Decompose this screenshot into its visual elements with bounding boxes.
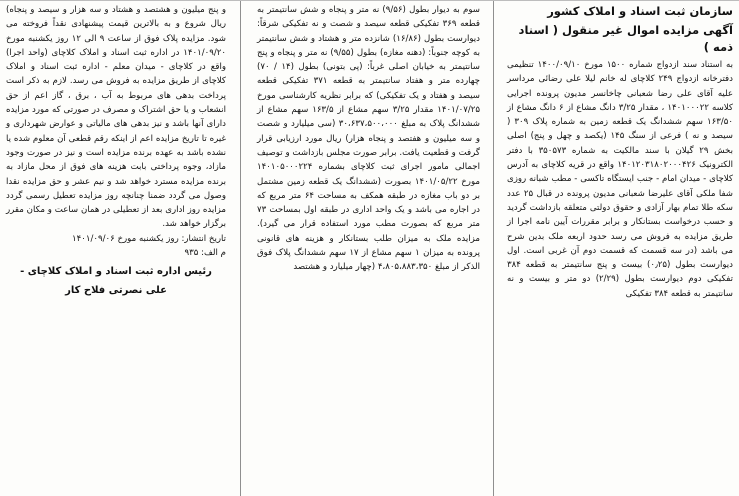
notice-paragraph: سوم به دیوار بطول (۹/۵۶) نه متر و پنجاه و شش سانتیمتر به قطعه ۳۶۹ تفکیکی قطعه سیصد و شصت و نه تفکیکی شرقاً: دیوارست بطول (۱۶/۸۶) شانزده متر و هشتاد و شش سانتیمتر به کوچه جنوباً: (دهنه مغازه) بطول (۹/۵۵) نه متر و پنجاه و پنج سانتیمتر به خیابان اصلی غرباً: (پی بتونی) بطول (۱۴ / ۷۰) چهارده متر و هفتاد سانتیمتر به قطعه ۳۷۱ تفکیکی قطعه سیصد و هفتاد و یک تفکیکی) که برابر نظریه کارشناسی مورخ ۱۴۰۱/۰۷/۲۵ مقدار ۳/۲۵ سهم مشاع از ۱۶۳/۵ سهم مشاع از ششدانگ پلاک به مبلغ ۳۰،۶۳۷،۵۰۰،۰۰۰ (سی میلیارد و شصت و سه میلیون و هفتصد و پنجاه هزار) ریال مورد ارزیابی قرار گرفت و قطعیت یافت. برابر صورت مجلس بازداشت و توصیف اجمالی مامور اجرای ثبت کلاچای بشماره ۱۴۰۱۰۵۰۰۰۲۲۴ مورخ ۱۴۰۱/۰۵/۲۲ بصورت (ششدانگ یک قطعه زمین مشتمل بر دو باب مغازه در طبقه همکف به مساحت ۶۴ متر مربع که در اجاره می باشد و یک واحد اداری در طبقه اول بمساحت ۷۳ متر مربع که بصورت مطب مورد استفاده قرار می گیرد). مزایده ملک به میزان طلب بستانکار و هزینه های قانونی پرونده به میزان ۱ سهم مشاع از ۱۷ سهم ششدانگ پلاک فوق الذکر از مبلغ ۴،۸۰۵،۸۸۳،۳۵۰ (چهار میلیارد و هشتصد xyxy=(257,5,480,273)
notice-column-right xyxy=(501,1,739,496)
notice-column-left xyxy=(0,1,232,496)
notice-paragraph: و پنج میلیون و هشتصد و هشتاد و سه هزار و سیصد و پنجاه) ریال شروع و به بالاترین قیمت پیشنهادی نقداً فروخته می شود. مزایده پلاک فوق از ساعت ۹ الی ۱۲ روز یکشنبه مورخ ۱۴۰۱/۰۹/۲۰ در اداره ثبت اسناد و املاک کلاچای (واحد اجرا) واقع در کلاچای - میدان معلم - اداره ثبت اسناد و املاک کلاچای از طریق مزایده به فروش می رسد. لازم به ذکر است پرداخت بدهی های مربوط به آب ، برق ، گاز اعم از حق انشعاب و یا حق اشتراک و مصرف در صورتی که مورد مزایده دارای آنها باشد و نیز بدهی های مالیاتی و عوارض شهرداری و غیره تا تاریخ مزایده اعم از اینکه رقم قطعی آن معلوم شده یا نشده باشد به عهده برنده مزایده است و نیز در صورت وجود مازاد، وجوه پرداختی بابت هزینه های فوق از محل مازاد به برنده مزایده مسترد خواهد شد و نیم عشر و حق مزایده نقدا وصول می گردد ضمنا چنانچه روز مزایده تعطیل رسمی گردد مزایده روز اداری بعد از تعطیلی در همان ساعت و مکان مقرر برگزار خواهد شد. xyxy=(6,5,227,230)
publish-date: تاریخ انتشار: روز یکشنبه مورخ ۱۴۰۱/۰۹/۰۶ xyxy=(72,233,226,244)
notice-body-part-3 xyxy=(6,3,226,232)
notice-body-part-1 xyxy=(507,58,733,301)
signature-name: علی نصرتی فلاح کار xyxy=(65,285,167,297)
notice-paragraph: به استناد سند ازدواج شماره ۱۵۰۰ مورخ ۱۴۰۰/۰۹/۱۰ تنظیمی دفترخانه ازدواج ۲۴۹ کلاچای له خانم لیلا علی رضائی مرداسر علیه آقای علی رضا شعبانی چاخانسر مدیون پرونده اجرایی کلاسه ۱۴۰۱۰۰۰۲۲ ، مقدار ۳/۲۵ دانگ مشاع از ۶ دانگ مشاع از ۱۶۳/۵۰ سهم ششدانگ یک قطعه زمین به شماره پلاک ۳۰۹ ( سیصد و نه ) فرعی از سنگ ۱۴۵ (یکصد و چهل و پنج) اصلی بخش ۲۹ گیلان با سند مالکیت به شماره ۳۵۰۵۷۳ با دفتر الکترونیک ۱۴۰۱۲۰۳۱۸۰۲۰۰۰۴۲۶ واقع در قریه کلاچای به آدرس کلاچای - میدان امام - جنب ایستگاه تاکسی - مطب شبانه روزی شفا ملکی آقای علیرضا شعبانی مدیون پرونده در قبال ۲۵ عدد سکه طلا تمام بهار آزادی و حقوق دولتی متعلقه بازداشت گردید و حسب درخواست بستانکار و برابر مقررات آیین نامه اجرا از طریق مزایده به فروش می رسد حدود اربعه ملک بدین شرح می باشد (در سه قسمت که قسمت دوم آن غربی است. اول دیوارست بطول (۰٫۲۵) بیست و پنج سانتیمتر به قطعه ۳۸۴ تفکیکی دوم دیوارست بطول (۲/۲۹) دو متر و بیست و نه سانتیمتر به قطعه ۳۸۴ تفکیکی xyxy=(507,60,734,299)
notice-body-part-2 xyxy=(257,3,480,275)
notice-title-organization: سازمان ثبت اسناد و املاک کشور xyxy=(547,4,733,18)
column-divider xyxy=(240,1,241,496)
column-divider xyxy=(493,1,494,496)
notice-title-auction: آگهی مزایده اموال غیر منقول ( اسناد ذمه ) xyxy=(518,23,733,54)
notice-column-middle xyxy=(251,1,486,496)
reference-number: م الف: ۹۳۵ xyxy=(184,248,226,259)
signature-title: رئیس اداره ثبت اسناد و املاک کلاچای - xyxy=(20,266,212,278)
